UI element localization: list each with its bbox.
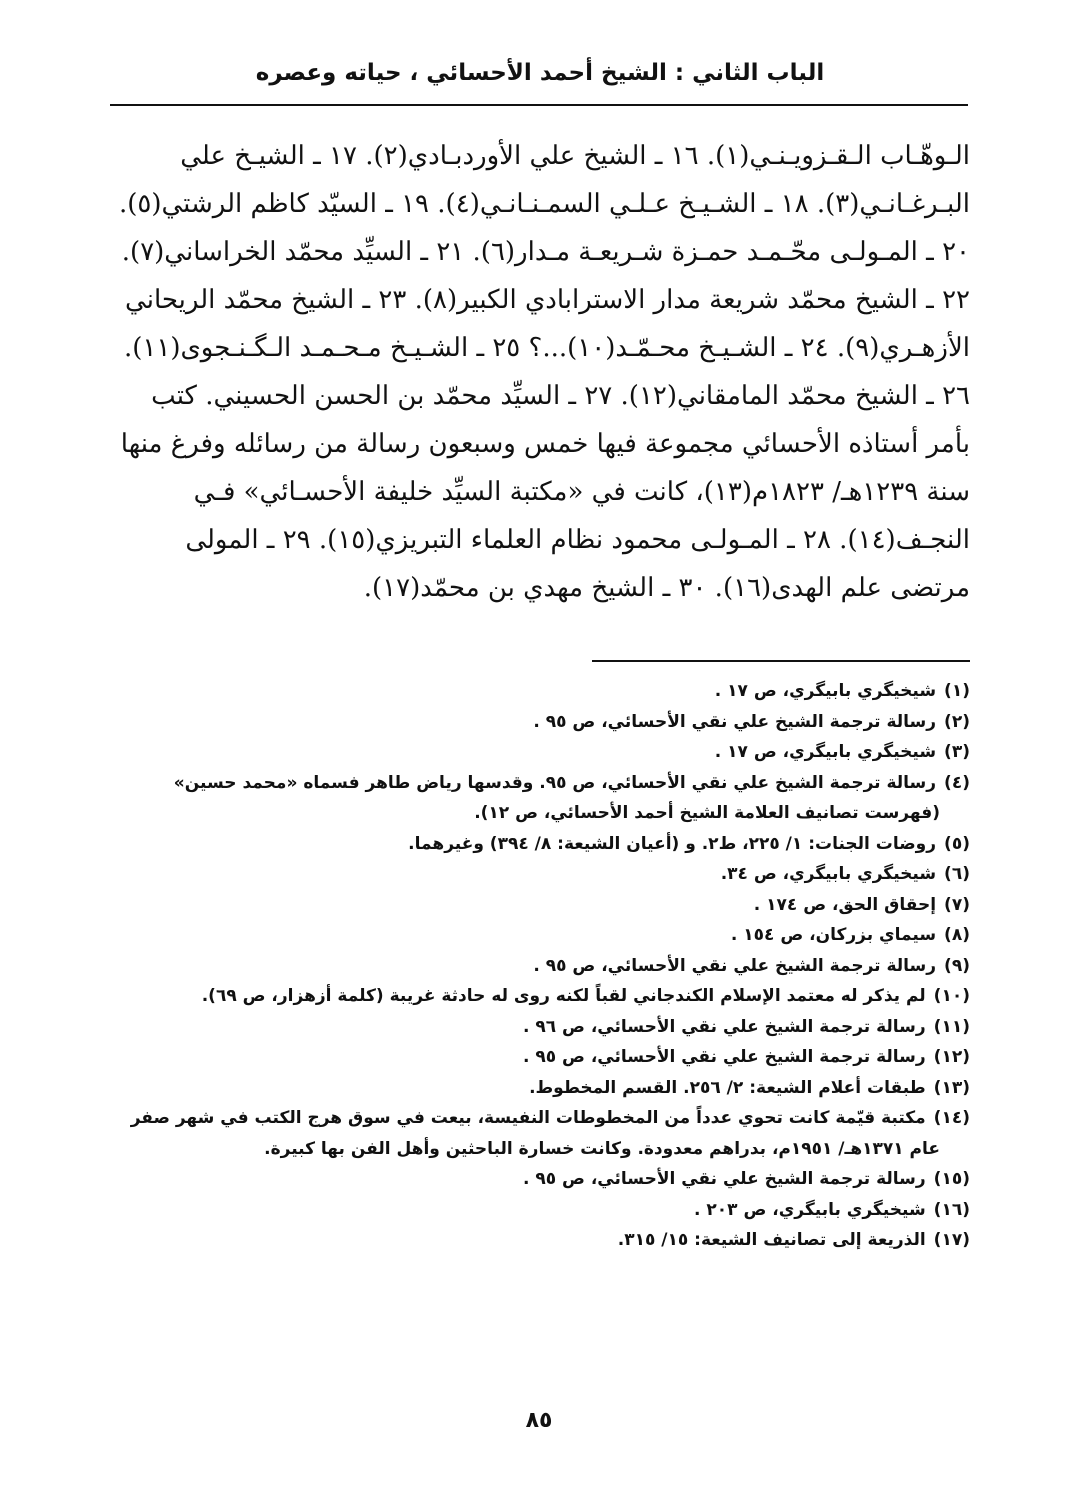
- footnote-text: إحقاق الحق، ص ١٧٤ .: [753, 894, 937, 915]
- running-header: الباب الثاني : الشيخ أحمد الأحسائي ، حياته وعصره: [255, 60, 825, 86]
- footnote-number: (١٥): [933, 1169, 970, 1189]
- body-text: [108, 132, 970, 612]
- footnote-number: (١٦): [933, 1199, 970, 1220]
- footnote-text: رسالة ترجمة الشيخ علي نقي الأحسائي، ص ٩٥ .: [533, 955, 937, 976]
- footnote-number: (١١): [933, 1016, 970, 1037]
- footnote: [108, 768, 970, 799]
- footnote-text: رسالة ترجمة الشيخ علي نقي الأحسائي، ص ٩٥ .: [522, 1047, 926, 1067]
- footnote: [108, 1164, 970, 1195]
- footnote-continuation: [108, 798, 970, 829]
- footnote: [108, 1073, 970, 1104]
- body-line: الـوهّـاب الـقـزويـنـي(١). ١٦ ـ الشيخ علي الأوردبـادي(٢). ١٧ ـ الشيـخ علي: [180, 141, 970, 171]
- footnote: [108, 1012, 970, 1043]
- footnote: [108, 829, 970, 860]
- footnote-continuation: [108, 1134, 970, 1165]
- footnote-text: شيخيگري بابيگري، ص ٣٤.: [720, 864, 937, 884]
- footnote: [108, 920, 970, 951]
- footnote: [108, 859, 970, 890]
- body-line: مرتضى علم الهدى(١٦). ٣٠ ـ الشيخ مهدي بن محمّد(١٧).: [363, 573, 970, 603]
- body-line: الأزهـري(٩). ٢٤ ـ الشـيـخ محـمّـد(١٠)...؟ ٢٥ ـ الشـيـخ مـحـمـد الـگـنـجوى(١١).: [123, 333, 970, 363]
- footnote-number: (٨): [944, 925, 970, 945]
- footnote-number: (١٣): [933, 1077, 970, 1098]
- footnotes: [108, 676, 970, 1256]
- header-rule: [110, 104, 968, 106]
- body-line: ٢٢ ـ الشيخ محمّد شريعة مدار الاسترابادي الكبير(٨). ٢٣ ـ الشيخ محمّد الريحاني: [125, 285, 970, 315]
- footnote-text: رسالة ترجمة الشيخ علي نقي الأحسائي، ص ٩٦ .: [522, 1016, 926, 1037]
- footnote-text: لم يذكر له معتمد الإسلام الكندجاني لقباً لكنه روى له حادثة غريبة (كلمة أزهزار، ص ٦٩).: [201, 986, 926, 1006]
- footnote-number: (١٧): [933, 1230, 970, 1250]
- footnote-number: (١٢): [933, 1047, 970, 1067]
- footnote-separator: [592, 660, 970, 662]
- footnote-number: (١٠): [933, 986, 970, 1006]
- footnote-number: (١٤): [933, 1108, 970, 1128]
- footnote-text: رسالة ترجمة الشيخ علي نقي الأحسائي، ص ٩٥ .: [522, 1169, 926, 1189]
- body-line: ٢٠ ـ المـولـى محّـمـد حمـزة شـريعـة مـدار(٦). ٢١ ـ السيِّد محمّد الخراساني(٧).: [121, 237, 970, 267]
- footnote: [108, 1103, 970, 1134]
- footnote-text: سيماي بزركان، ص ١٥٤ .: [730, 925, 937, 945]
- footnote-number: (٢): [944, 711, 970, 732]
- body-line: البـرغـانـي(٣). ١٨ ـ الشـيـخ عـلـي السمـنـانـي(٤). ١٩ ـ السيّد كاظم الرشتي(٥).: [118, 189, 970, 219]
- footnote-text: روضات الجنات: ١/ ٢٢٥، ط٢. و (أعيان الشيعة: ٨/ ٣٩٤) وغيرهما.: [408, 833, 937, 854]
- footnote-number: (٥): [944, 833, 970, 854]
- footnote-text: عام ١٣٧١هـ/ ١٩٥١م، بدراهم معدودة. وكانت خسارة الباحثين وأهل الفن بها كبيرة.: [264, 1138, 940, 1159]
- footnote-text: رسالة ترجمة الشيخ علي نقي الأحسائي، ص ٩٥ .: [533, 711, 937, 732]
- footnote: [108, 890, 970, 921]
- footnote: [108, 676, 970, 707]
- footnote-number: (٩): [944, 955, 970, 976]
- footnote-text: الذريعة إلى تصانيف الشيعة: ١٥/ ٣١٥.: [617, 1230, 926, 1250]
- footnote-text: شيخيگري بابيگري، ص ٢٠٣ .: [694, 1199, 926, 1220]
- footnote: [108, 737, 970, 768]
- footnote-number: (٤): [944, 772, 970, 793]
- body-line: النجـف(١٤). ٢٨ ـ المـولـى محمود نظام العلماء التبريزي(١٥). ٢٩ ـ المولى: [185, 525, 970, 555]
- footnote-number: (١): [944, 681, 970, 701]
- footnote-text: طبقات أعلام الشيعة: ٢/ ٢٥٦. القسم المخطوط.: [529, 1077, 926, 1098]
- footnote: [108, 981, 970, 1012]
- footnote: [108, 707, 970, 738]
- footnote-text: شيخيگري بابيگري، ص ١٧ .: [714, 742, 937, 762]
- footnote-number: (٦): [944, 864, 970, 884]
- footnote-text: شيخيگري بابيگري، ص ١٧ .: [714, 681, 937, 701]
- body-line: بأمر أستاذه الأحسائي مجموعة فيها خمس وسبعون رسالة من رسائله وفرغ منها: [120, 429, 970, 459]
- footnote-text: مكتبة قيّمة كانت تحوي عدداً من المخطوطات النفيسة، بيعت في سوق هرج الكتب في شهر صفر: [130, 1108, 926, 1128]
- footnote: [108, 1042, 970, 1073]
- body-line: سنة ١٢٣٩هـ/ ١٨٢٣م(١٣)، كانت في «مكتبة السيِّد خليفة الأحسـائي» فـي: [193, 477, 970, 507]
- footnote: [108, 1195, 970, 1226]
- footnote: [108, 1225, 970, 1256]
- footnote: [108, 951, 970, 982]
- footnote-text: رسالة ترجمة الشيخ علي نقي الأحسائي، ص ٩٥. وقدسها رياض طاهر فسماه «محمد حسين»: [173, 772, 937, 793]
- footnote-number: (٣): [944, 742, 970, 762]
- page-number: ٨٥: [525, 1408, 553, 1433]
- footnote-text: (فهرست تصانيف العلامة الشيخ أحمد الأحسائي، ص ١٢).: [474, 803, 940, 823]
- footnote-number: (٧): [944, 894, 970, 915]
- body-line: ٢٦ ـ الشيخ محمّد المامقاني(١٢). ٢٧ ـ السيِّد محمّد بن الحسن الحسيني. كتب: [151, 381, 970, 411]
